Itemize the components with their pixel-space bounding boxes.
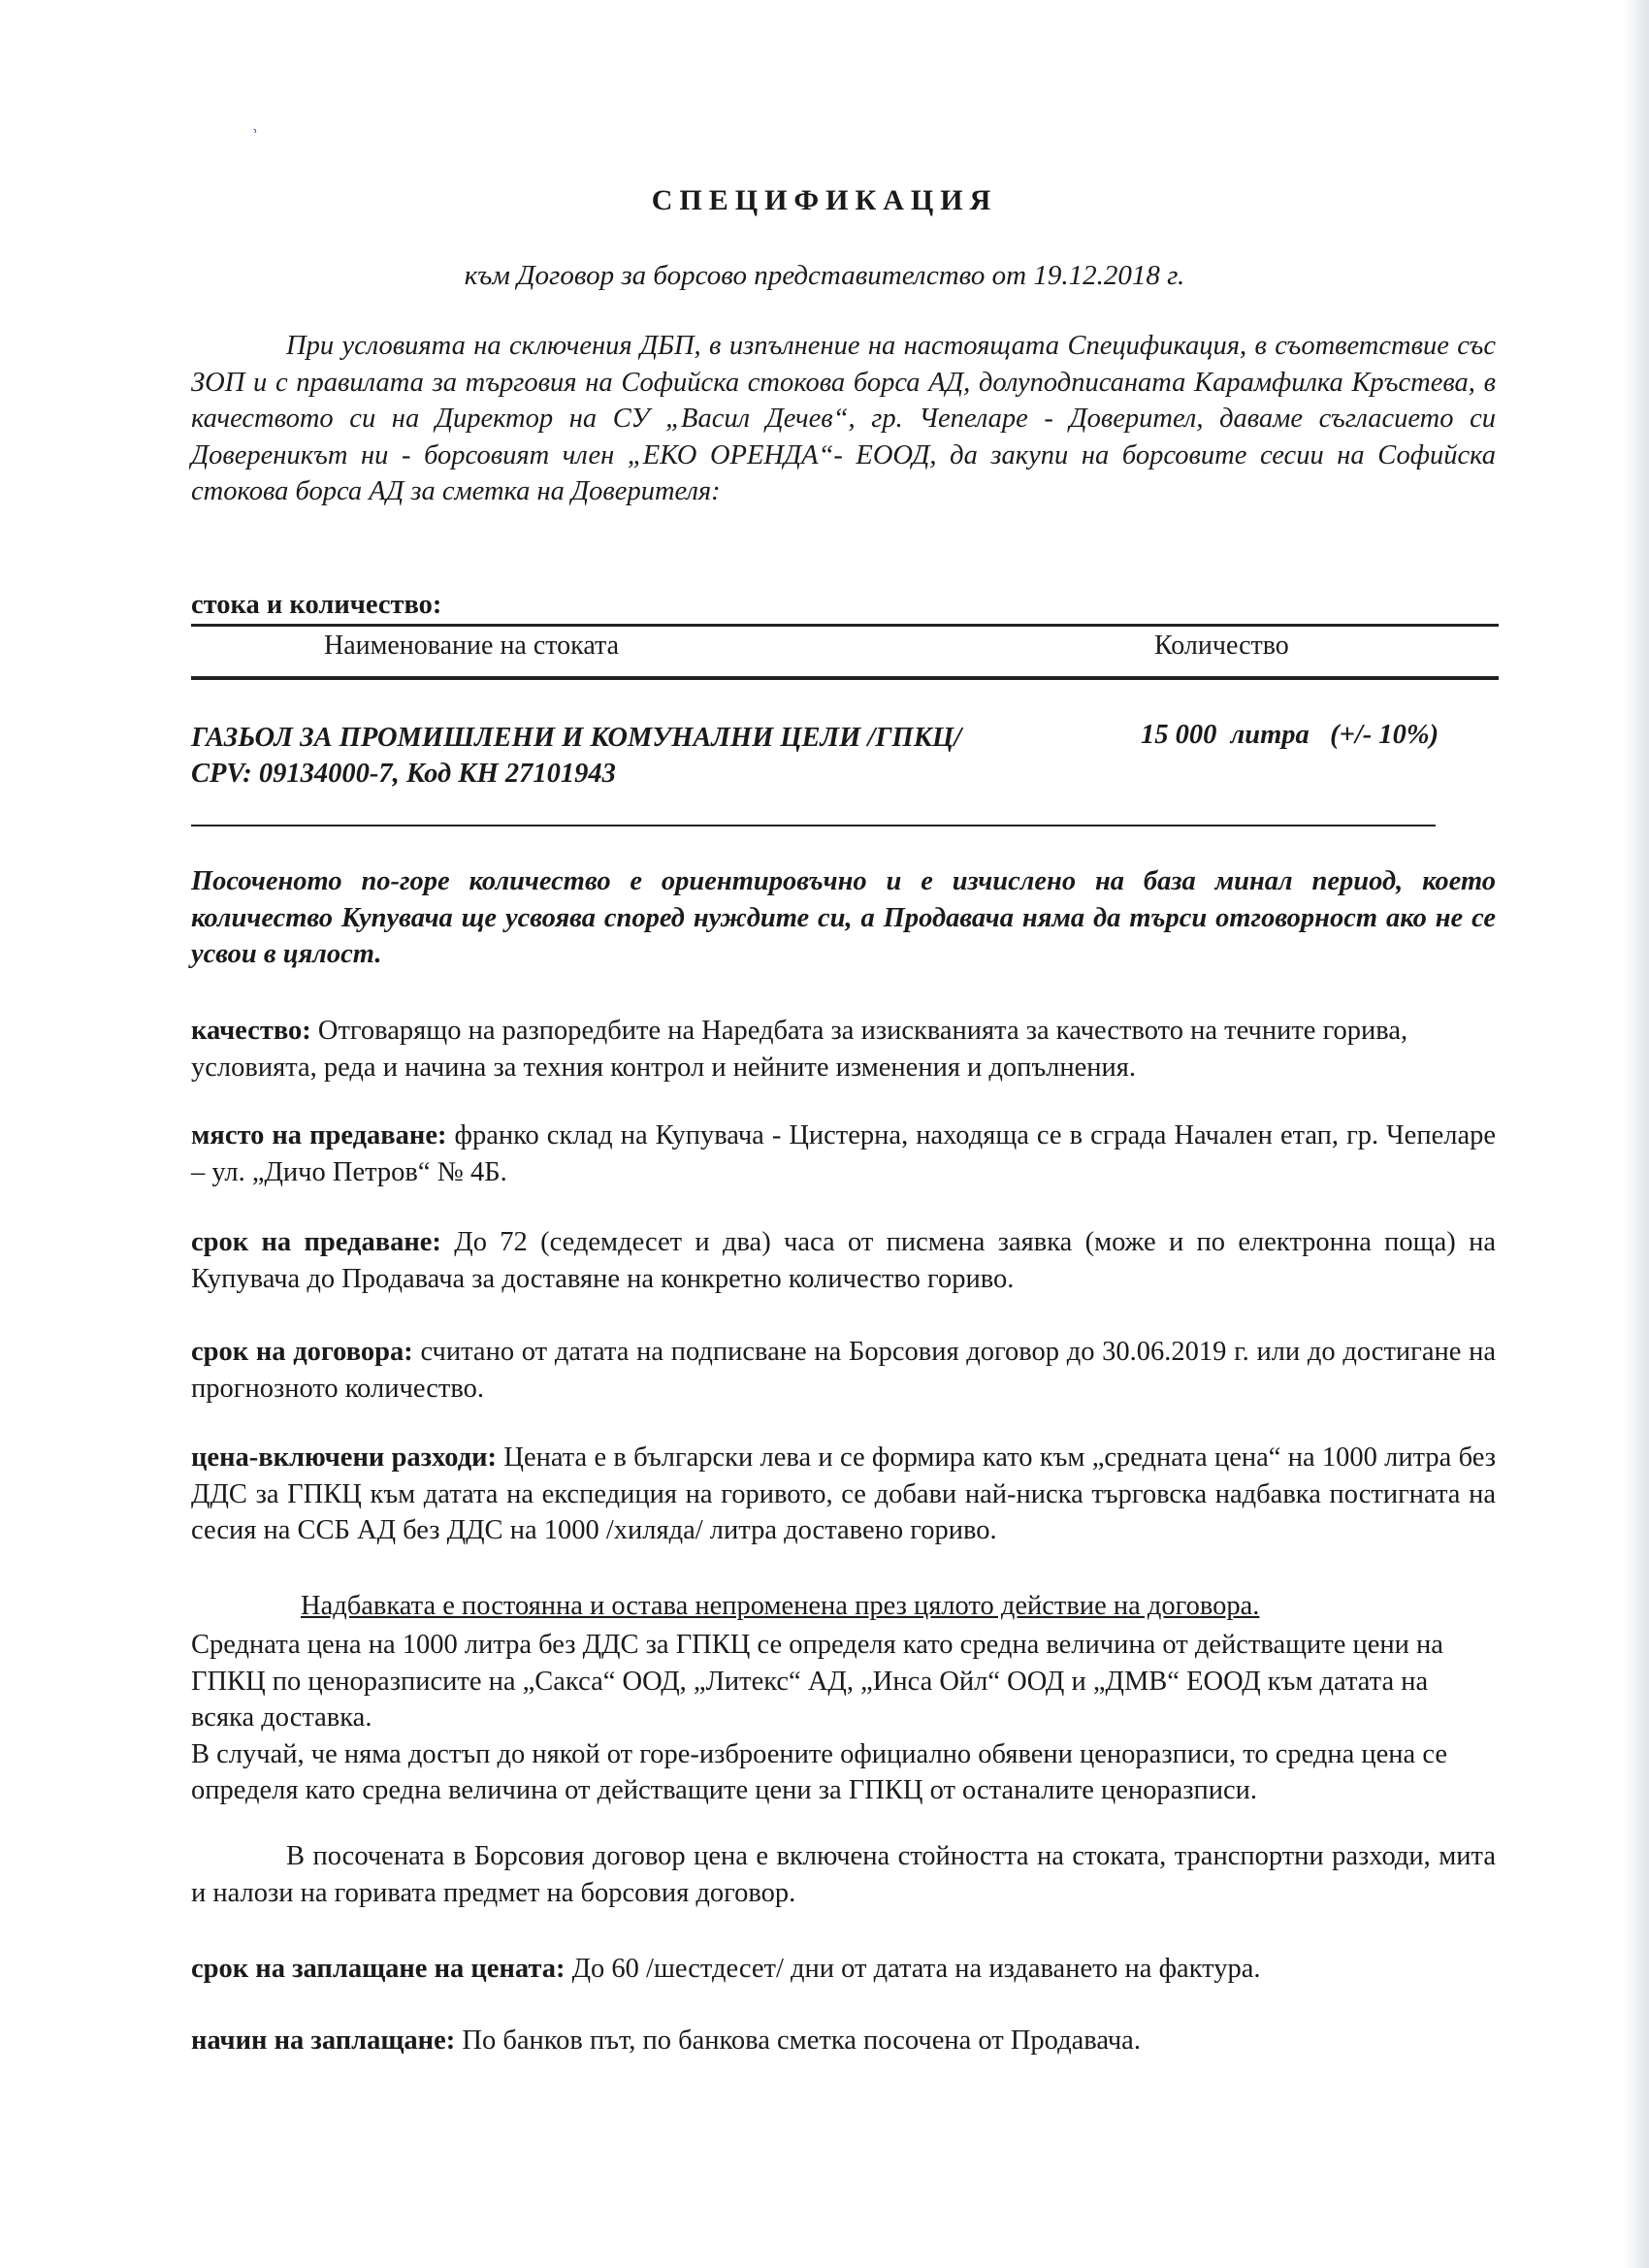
goods-item-name <box>191 720 1122 792</box>
payment-method-label: начин на заплащане: <box>191 2025 456 2056</box>
goods-item-quantity: 15 000 литра (+/- 10%) <box>1141 720 1439 750</box>
avg-price-section <box>191 1627 1496 1809</box>
payment-method-text: По банков път, по банкова сметка посочена от Продавача. <box>462 2025 1141 2056</box>
contract-term-section <box>191 1334 1496 1407</box>
contract-term-label: срок на договора: <box>191 1337 413 1367</box>
fallback-text: В случай, че няма достъп до някой от горе-изброените официално обявени ценоразписи, то средна цена се определя като средна величина от действащите цени за ГПКЦ от останалите ценоразписи. <box>191 1738 1447 1805</box>
goods-item-name-line1: ГАЗЬОЛ ЗА ПРОМИШЛЕНИ И КОМУНАЛНИ ЦЕЛИ /ГПКЦ/ <box>191 723 962 753</box>
pen-mark: ˒ <box>245 113 262 140</box>
delivery-term-text: До 72 (седемдесет и два) часа от писмена заявка (може и по електронна поща) на Купувача до Продавача за доставяне на конкретно количество гориво. <box>191 1227 1496 1294</box>
quality-section <box>191 1013 1496 1085</box>
document-title: СПЕЦИФИКАЦИЯ <box>651 184 998 216</box>
payment-method-section <box>191 2023 1496 2059</box>
delivery-place-label: място на предаване: <box>191 1120 447 1150</box>
payment-term-section <box>191 1951 1496 1988</box>
column-header-quantity: Количество <box>1154 631 1289 661</box>
delivery-place-section <box>191 1118 1496 1190</box>
quality-label: качество: <box>191 1016 311 1046</box>
goods-label: стока и количество: <box>191 590 442 620</box>
delivery-term-label: срок на предаване: <box>191 1227 441 1257</box>
goods-item-code-line: CPV: 09134000-7, Код КН 27101943 <box>191 759 616 789</box>
quality-text: Отговарящо на разпоредбите на Наредбата за изискванията за качеството на течните горива, условията, реда и начина за техния контрол и нейните изменения и допълнения. <box>191 1016 1408 1083</box>
column-header-name: Наименование на стоката <box>324 631 620 661</box>
delivery-place-text: франко склад на Купувача - Цистерна, находяща се в сграда Начален етап, гр. Чепеларе – ул. „Дичо Петров“ № 4Б. <box>191 1120 1496 1187</box>
price-text: Цената е в български лева и се формира като към „средната цена“ на 1000 литра без ДДС за ГПКЦ към датата на експедиция на горивото, се добави най-ниска търговска надбавка постигната на сесия на ССБ АД без ДДС на 1000 /хиляда/ литра доставено гориво. <box>191 1442 1496 1545</box>
quantity-note: Посоченото по-горе количество е ориентировъчно и е изчислено на база минал период, което количество Купувача ще усвоява според нуждите си, а Продавача няма да търси отговорност ако не се усвои в цялост. <box>191 866 1496 969</box>
table-top-rule <box>191 624 1499 627</box>
payment-term-text: До 60 /шестдесет/ дни от датата на издаването на фактура. <box>571 1954 1261 1984</box>
page-edge-shadow <box>1624 0 1649 2268</box>
delivery-term-section <box>191 1224 1496 1297</box>
price-label: цена-включени разходи: <box>191 1442 498 1473</box>
price-inclusion-paragraph: В посочената в Борсовия договор цена е включена стойността на стоката, транспортни разходи, мита и налози на горивата предмет на борсовия договор. <box>191 1841 1496 1908</box>
table-header-rule <box>191 676 1499 680</box>
avg-price-text: Средната цена на 1000 литра без ДДС за ГПКЦ се определя като средна величина от действащите цени на ГПКЦ по ценоразписите на „Сакса“ ООД, „Литекс“ АД, „Инса Ойл“ ООД и „ДМВ“ ЕООД към датата на всяка доставка. <box>191 1630 1443 1733</box>
price-section <box>191 1440 1496 1549</box>
intro-paragraph: При условията на сключения ДБП, в изпълнение на настоящата Спецификация, в съответствие със ЗОП и с правилата за търговия на Софийска стокова борса АД, долуподписаната Карамфилка Кръстева, в качеството си на Директор на СУ „Васил Дечев“, гр. Чепеларе - Доверител, даваме съгласието си Довереникът ни - борсовият член „ЕКО ОРЕНДА“- ЕООД, да закупи на борсовите сесии на Софийска стокова борса АД за сметка на Доверителя: <box>191 331 1496 506</box>
markup-note: Надбавката е постоянна и остава непроменена през цялото действие на договора. <box>301 1591 1260 1621</box>
payment-term-label: срок на заплащане на цената: <box>191 1954 566 1984</box>
contract-term-text: считано от датата на подписване на Борсовия договор до 30.06.2019 г. или до достигане на прогнозното количество. <box>191 1337 1496 1404</box>
document-subtitle: към Договор за борсово представителство от 19.12.2018 г. <box>464 260 1185 291</box>
table-bottom-rule <box>191 825 1436 826</box>
